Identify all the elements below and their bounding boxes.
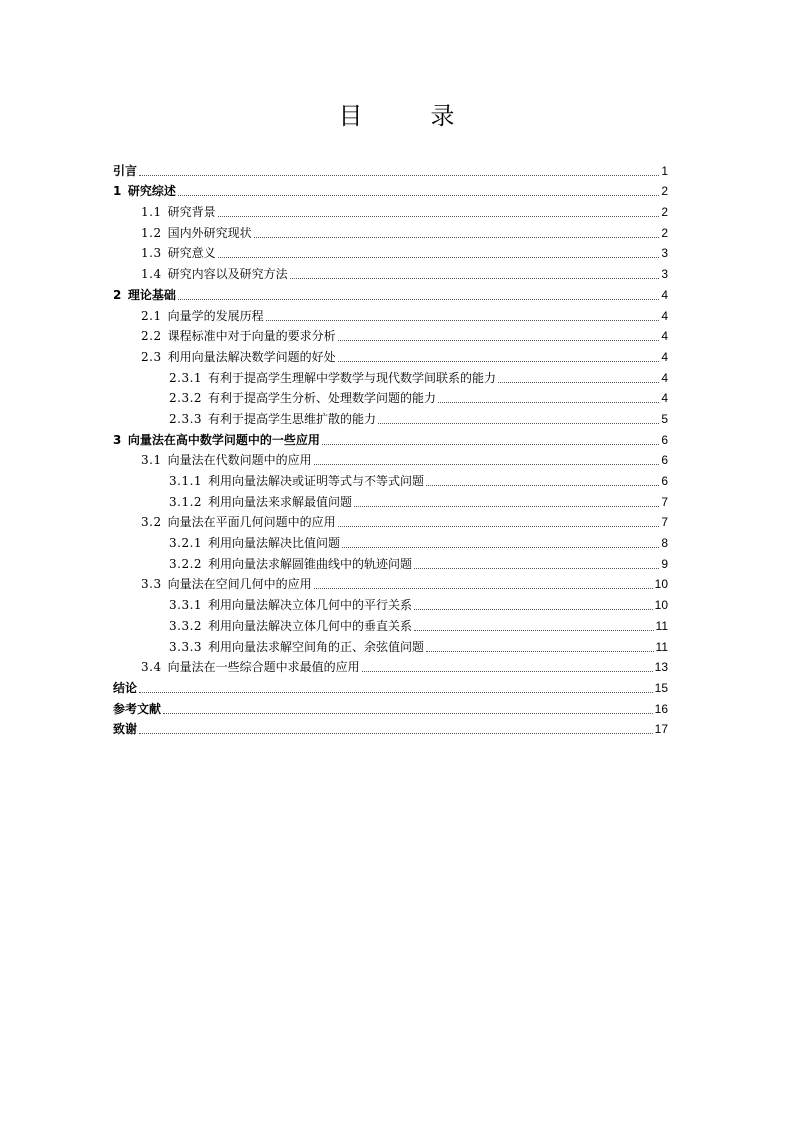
toc-entry-text: 课程标准中对于向量的要求分析 bbox=[167, 329, 336, 344]
dot-leader bbox=[414, 568, 659, 569]
toc-entry[interactable] bbox=[113, 282, 668, 303]
toc-entry-page: 7 bbox=[661, 515, 668, 530]
toc-entry-page: 9 bbox=[661, 556, 668, 571]
toc-entry[interactable] bbox=[113, 448, 668, 469]
toc-entry[interactable] bbox=[113, 489, 668, 510]
toc-entry-label bbox=[113, 701, 161, 717]
toc-entry-text: 利用向量法解决数学问题的好处 bbox=[167, 349, 336, 364]
toc-entry[interactable] bbox=[113, 510, 668, 531]
toc-entry-text: 研究综述 bbox=[127, 184, 176, 199]
toc-entry-number: 3.2.1 bbox=[169, 536, 203, 551]
toc-entry-text: 利用向量法解决立体几何中的平行关系 bbox=[208, 598, 413, 613]
toc-entry-text: 向量法在平面几何问题中的应用 bbox=[167, 515, 336, 530]
toc-entry[interactable] bbox=[113, 406, 668, 427]
toc-entry-text: 研究意义 bbox=[167, 246, 216, 261]
toc-entry-label bbox=[169, 597, 412, 613]
toc-entry-text: 有利于提高学生思维扩散的能力 bbox=[208, 411, 377, 426]
toc-entry[interactable] bbox=[113, 303, 668, 324]
toc-entry-page: 1 bbox=[661, 163, 668, 178]
dot-leader bbox=[314, 588, 653, 589]
dot-leader bbox=[218, 257, 660, 258]
toc-entry-page: 4 bbox=[661, 329, 668, 344]
toc-entry-number: 2.3 bbox=[141, 349, 162, 364]
toc-entry-label bbox=[141, 576, 312, 592]
toc-entry-text: 研究内容以及研究方法 bbox=[167, 267, 288, 282]
toc-entry-text: 向量法在空间几何中的应用 bbox=[167, 577, 312, 592]
dot-leader bbox=[338, 340, 660, 341]
toc-entry-page: 3 bbox=[661, 246, 668, 261]
toc-entry-number: 3.1 bbox=[141, 453, 162, 468]
toc-entry-label bbox=[169, 556, 412, 572]
toc-entry-number: 3.3 bbox=[141, 577, 162, 592]
toc-entry-text: 利用向量法解决立体几何中的垂直关系 bbox=[208, 618, 413, 633]
toc-entry-label bbox=[169, 411, 376, 427]
toc-entry-page: 17 bbox=[654, 722, 668, 737]
toc-entry-number: 3.1.1 bbox=[169, 474, 203, 488]
toc-entry-label bbox=[113, 680, 137, 696]
toc-entry-number: 1.3 bbox=[141, 246, 162, 261]
dot-leader bbox=[414, 609, 653, 610]
toc-entry-page: 15 bbox=[654, 680, 668, 695]
toc-entry-number: 3.2 bbox=[141, 515, 162, 530]
toc-entry-page: 4 bbox=[661, 287, 668, 302]
toc-entry[interactable] bbox=[113, 655, 668, 676]
toc-entry[interactable] bbox=[113, 551, 668, 572]
toc-entry[interactable] bbox=[113, 613, 668, 634]
toc-entry-number: 3.4 bbox=[141, 660, 162, 675]
toc-entry-text: 致谢 bbox=[113, 722, 138, 737]
toc-entry-number: 1.4 bbox=[141, 267, 162, 282]
table-of-contents bbox=[113, 158, 668, 737]
toc-entry-number: 3 bbox=[113, 432, 122, 447]
toc-entry-text: 向量学的发展历程 bbox=[167, 308, 264, 323]
dot-leader bbox=[218, 216, 660, 217]
toc-entry-label bbox=[141, 225, 252, 241]
toc-entry[interactable] bbox=[113, 717, 668, 738]
toc-entry-text: 有利于提高学生分析、处理数学问题的能力 bbox=[208, 391, 437, 406]
toc-entry[interactable] bbox=[113, 634, 668, 655]
toc-entry-number: 3.3.3 bbox=[169, 639, 203, 654]
toc-entry[interactable] bbox=[113, 158, 668, 179]
dot-leader bbox=[426, 485, 659, 486]
toc-entry-number: 3.3.1 bbox=[169, 598, 203, 613]
toc-entry-page: 4 bbox=[661, 391, 668, 406]
toc-entry-label bbox=[169, 370, 496, 386]
toc-entry-label bbox=[169, 494, 352, 510]
toc-entry-number: 2.2 bbox=[141, 329, 162, 344]
toc-entry-page: 4 bbox=[661, 349, 668, 364]
dot-leader bbox=[163, 713, 653, 714]
toc-entry-page: 8 bbox=[661, 536, 668, 551]
dot-leader bbox=[178, 299, 659, 300]
toc-entry-number: 1.1 bbox=[141, 205, 162, 220]
toc-entry-text: 有利于提高学生理解中学数学与现代数学间联系的能力 bbox=[208, 370, 497, 385]
toc-entry-text: 利用向量法解决或证明等式与不等式问题 bbox=[208, 474, 425, 488]
toc-entry-page: 6 bbox=[661, 474, 668, 488]
toc-entry-page: 2 bbox=[661, 225, 668, 240]
toc-entry-label bbox=[169, 535, 340, 551]
toc-entry-page: 16 bbox=[654, 701, 668, 716]
toc-entry-page: 11 bbox=[655, 618, 668, 633]
toc-entry-label bbox=[113, 432, 320, 448]
toc-entry-number: 1 bbox=[113, 184, 122, 199]
toc-entry[interactable] bbox=[113, 365, 668, 386]
toc-entry-label bbox=[169, 639, 424, 655]
dot-leader bbox=[498, 382, 659, 383]
toc-entry-label bbox=[169, 618, 412, 634]
toc-entry-number: 2.1 bbox=[141, 308, 162, 323]
dot-leader bbox=[338, 361, 660, 362]
dot-leader bbox=[139, 733, 653, 734]
toc-entry-label bbox=[113, 287, 176, 303]
toc-entry-text: 利用向量法求解圆锥曲线中的轨迹问题 bbox=[208, 556, 413, 571]
toc-entry[interactable] bbox=[113, 696, 668, 717]
toc-entry-page: 7 bbox=[661, 494, 668, 509]
toc-entry[interactable] bbox=[113, 220, 668, 241]
toc-entry-label bbox=[141, 349, 336, 365]
toc-entry-label bbox=[169, 390, 436, 406]
toc-entry-label bbox=[141, 328, 336, 344]
toc-entry[interactable] bbox=[113, 468, 668, 489]
toc-entry-text: 利用向量法解决比值问题 bbox=[208, 536, 341, 551]
toc-entry-text: 利用向量法求解空间角的正、余弦值问题 bbox=[208, 639, 425, 654]
toc-entry[interactable] bbox=[113, 675, 668, 696]
toc-entry-label bbox=[141, 266, 288, 282]
toc-entry-label bbox=[169, 473, 424, 489]
toc-entry-page: 4 bbox=[661, 308, 668, 323]
toc-entry-label bbox=[141, 452, 312, 468]
dot-leader bbox=[342, 547, 659, 548]
toc-entry-text: 结论 bbox=[113, 680, 138, 695]
dot-leader bbox=[414, 630, 653, 631]
toc-entry[interactable] bbox=[113, 427, 668, 448]
toc-entry[interactable] bbox=[113, 179, 668, 200]
dot-leader bbox=[338, 526, 660, 527]
toc-entry-label bbox=[141, 245, 216, 261]
dot-leader bbox=[290, 278, 660, 279]
toc-entry-number: 3.3.2 bbox=[169, 618, 203, 633]
toc-entry-page: 11 bbox=[655, 639, 668, 654]
toc-entry-number: 2.3.2 bbox=[169, 391, 203, 406]
toc-entry-text: 国内外研究现状 bbox=[167, 225, 252, 240]
toc-entry-text: 向量法在一些综合题中求最值的应用 bbox=[167, 660, 360, 675]
dot-leader bbox=[254, 237, 660, 238]
dot-leader bbox=[354, 506, 659, 507]
toc-entry-label bbox=[141, 659, 360, 675]
dot-leader bbox=[139, 692, 653, 693]
toc-entry-text: 研究背景 bbox=[167, 205, 216, 220]
dot-leader bbox=[178, 195, 659, 196]
toc-entry-text: 向量法在高中数学问题中的一些应用 bbox=[127, 432, 320, 447]
toc-entry-page: 10 bbox=[654, 577, 668, 592]
toc-entry-number: 3.2.2 bbox=[169, 556, 203, 571]
toc-entry[interactable] bbox=[113, 324, 668, 345]
toc-entry-label bbox=[141, 204, 216, 220]
toc-entry-text: 利用向量法来求解最值问题 bbox=[208, 494, 353, 509]
toc-entry-page: 13 bbox=[654, 660, 668, 675]
toc-entry-page: 6 bbox=[661, 453, 668, 468]
toc-entry-label bbox=[113, 163, 137, 179]
toc-entry[interactable] bbox=[113, 592, 668, 613]
toc-entry[interactable] bbox=[113, 199, 668, 220]
toc-entry-number: 3.1.2 bbox=[169, 494, 203, 509]
page-title: 目 录 bbox=[338, 102, 477, 130]
dot-leader bbox=[378, 423, 659, 424]
toc-entry[interactable] bbox=[113, 386, 668, 407]
dot-leader bbox=[266, 320, 660, 321]
toc-entry-page: 3 bbox=[661, 267, 668, 282]
toc-entry-label bbox=[141, 308, 264, 324]
toc-entry-label bbox=[141, 514, 336, 530]
toc-entry[interactable] bbox=[113, 344, 668, 365]
toc-entry-number: 1.2 bbox=[141, 225, 162, 240]
toc-entry-number: 2.3.3 bbox=[169, 411, 203, 426]
toc-entry-page: 10 bbox=[654, 598, 668, 613]
toc-entry[interactable] bbox=[113, 530, 668, 551]
dot-leader bbox=[362, 671, 653, 672]
toc-entry-text: 理论基础 bbox=[127, 287, 176, 302]
toc-entry-page: 2 bbox=[661, 205, 668, 220]
toc-entry-number: 2 bbox=[113, 287, 122, 302]
toc-entry-label bbox=[113, 721, 137, 737]
dot-leader bbox=[139, 175, 659, 176]
toc-entry-page: 2 bbox=[661, 184, 668, 199]
dot-leader bbox=[426, 651, 653, 652]
toc-entry-text: 向量法在代数问题中的应用 bbox=[167, 453, 312, 468]
toc-entry-page: 5 bbox=[661, 411, 668, 426]
toc-entry-label bbox=[113, 183, 176, 199]
toc-entry-text: 引言 bbox=[113, 163, 138, 178]
toc-entry[interactable] bbox=[113, 241, 668, 262]
toc-entry-text: 参考文献 bbox=[113, 701, 162, 716]
toc-entry-number: 2.3.1 bbox=[169, 370, 203, 385]
dot-leader bbox=[314, 464, 660, 465]
toc-entry[interactable] bbox=[113, 261, 668, 282]
toc-entry-page: 4 bbox=[661, 370, 668, 385]
toc-entry-page: 6 bbox=[661, 432, 668, 447]
toc-entry[interactable] bbox=[113, 572, 668, 593]
dot-leader bbox=[322, 444, 659, 445]
dot-leader bbox=[438, 402, 659, 403]
